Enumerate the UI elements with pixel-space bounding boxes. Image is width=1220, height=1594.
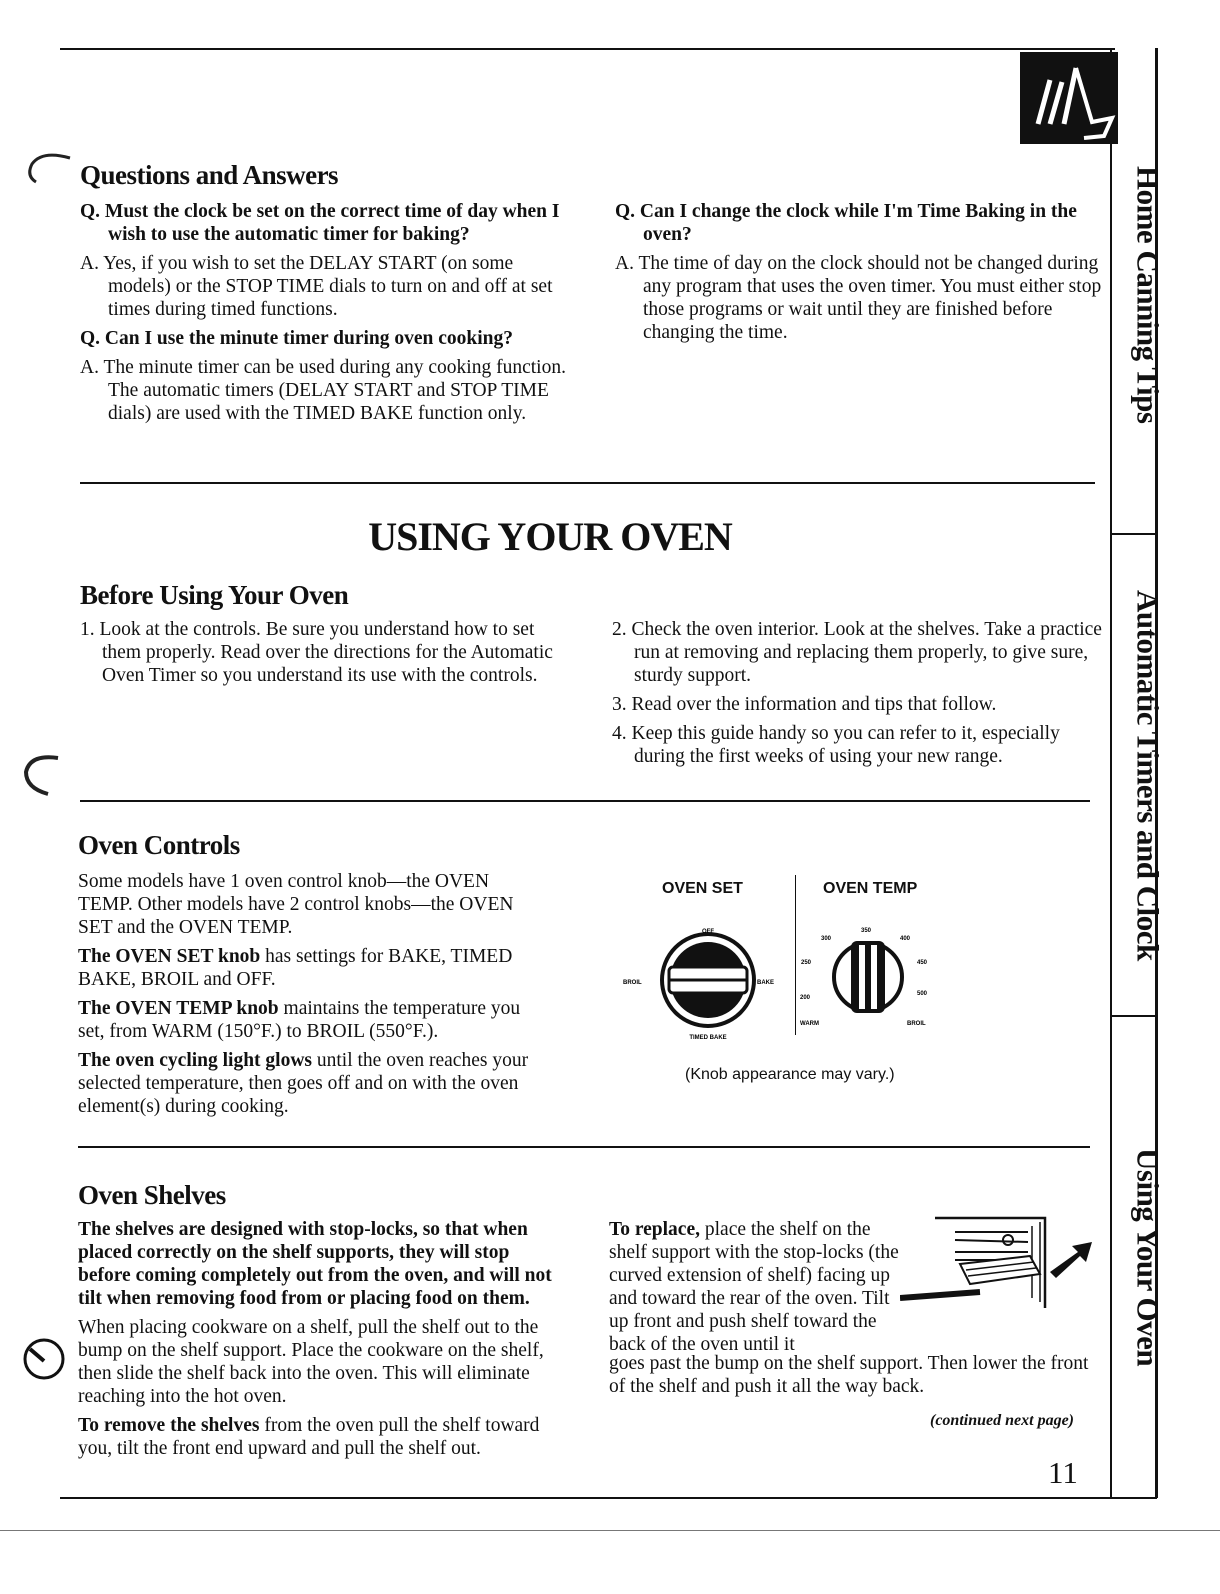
temp-mark-300: 300 — [821, 936, 832, 942]
continued-note: (continued next page) — [930, 1412, 1074, 1429]
set-timed-bake-mark: TIMED BAKE — [689, 1035, 727, 1041]
controls-paragraph: The oven cycling light glows until the oven reaches your selected temperature, then goes off and on with the oven element(s) during cooking. — [78, 1050, 529, 1117]
before-left-column — [80, 618, 560, 693]
shelves-replace-text — [609, 1218, 909, 1356]
hand-pointing-icon — [1020, 52, 1118, 144]
qa-question: Q. Can I change the clock while I'm Time Baking in the oven? — [615, 201, 1077, 245]
before-heading: Before Using Your Oven — [80, 580, 349, 610]
temp-mark-450: 450 — [917, 960, 928, 966]
before-right-column — [612, 618, 1102, 774]
oven-knobs-diagram — [615, 915, 955, 1050]
temp-mark-250: 250 — [801, 960, 812, 966]
list-item: 3. Read over the information and tips that follow. — [612, 694, 997, 715]
corner-logo-block — [1020, 52, 1118, 144]
shelves-heading: Oven Shelves — [78, 1180, 226, 1210]
set-bake-mark: BAKE — [757, 980, 775, 986]
qa-answer: A. The time of day on the clock should not be changed during any program that uses the oven timer. You must either stop those programs or wait until they are finished before changing the time. — [615, 253, 1102, 343]
qa-right-column — [615, 200, 1105, 350]
temp-mark-350: 350 — [861, 928, 872, 934]
shelves-left-column — [78, 1218, 558, 1466]
temp-mark-500: 500 — [917, 991, 928, 997]
shelf-replace-diagram — [900, 1212, 1100, 1312]
oven-temp-label: OVEN TEMP — [823, 880, 918, 897]
oven-temp-knob — [834, 941, 902, 1013]
shelves-paragraph: To replace, place the shelf on the shelf support with the stop-locks (the curved extension of shelf) facing up and toward the rear of the oven. Tilt up front and push shelf toward the back of the oven until it — [609, 1219, 899, 1355]
temp-broil-mark: BROIL — [907, 1021, 926, 1027]
page-number: 11 — [1048, 1455, 1078, 1490]
set-broil-mark: BROIL — [623, 980, 642, 986]
tab-label: Using Your Oven — [1130, 1148, 1166, 1367]
controls-text — [78, 870, 548, 1124]
controls-paragraph: Some models have 1 oven control knob—the OVEN TEMP. Other models have 2 control knobs—the OVEN SET and the OVEN TEMP. — [78, 871, 514, 938]
temp-mark-400: 400 — [900, 936, 911, 942]
temp-mark-200: 200 — [800, 995, 811, 1001]
list-item: 1. Look at the controls. Be sure you understand how to set them properly. Read over the directions for the Automatic Oven Timer so you understand its use with the controls. — [80, 619, 553, 686]
temp-warm-mark: WARM — [800, 1021, 819, 1027]
binder-mark-icon — [18, 748, 68, 798]
shelves-paragraph: To remove the shelves from the oven pull the shelf toward you, tilt the front end upward and pull the shelf out. — [78, 1415, 540, 1459]
binder-hole-icon — [20, 1335, 70, 1385]
list-item: 4. Keep this guide handy so you can refer to it, especially during the first weeks of using your new range. — [612, 723, 1060, 767]
shelves-paragraph: The shelves are designed with stop-locks, so that when placed correctly on the shelf supports, they will stop before coming completely out from the oven, and will not tilt when removing food from or placing food on them. — [78, 1219, 552, 1309]
binder-mark-icon — [22, 150, 72, 190]
shelves-paragraph: When placing cookware on a shelf, pull the shelf out to the bump on the shelf support. Place the cookware on the shelf, then slide the shelf back into the oven. This will eliminate reaching into the hot oven. — [78, 1317, 544, 1407]
tab-home-canning-tips[interactable] — [1120, 60, 1175, 530]
qa-left-column — [80, 200, 570, 431]
list-item: 2. Check the oven interior. Look at the shelves. Take a practice run at removing and replacing them properly, to give sure, sturdy support. — [612, 619, 1102, 686]
qa-question: Q. Must the clock be set on the correct time of day when I wish to use the automatic timer for baking? — [80, 201, 560, 245]
oven-set-knob — [662, 934, 754, 1026]
tab-using-your-oven[interactable] — [1120, 1020, 1175, 1495]
qa-answer: A. The minute timer can be used during any cooking function. The automatic timers (DELAY START and STOP TIME dials) are used with the TIMED BAKE function only. — [80, 357, 566, 424]
tab-automatic-timers-and-clock[interactable] — [1120, 540, 1175, 1010]
tab-label: Home Canning Tips — [1130, 166, 1166, 424]
tab-label: Automatic Timers and Clock — [1130, 589, 1166, 961]
page-title: USING YOUR OVEN — [368, 514, 732, 559]
oven-set-label: OVEN SET — [662, 880, 743, 897]
shelves-replace-text-cont: goes past the bump on the shelf support. Then lower the front of the shelf and push it all the way back. — [609, 1353, 1089, 1397]
knob-caption: (Knob appearance may vary.) — [685, 1066, 895, 1083]
set-off-mark: OFF — [702, 929, 714, 935]
controls-heading: Oven Controls — [78, 830, 240, 860]
controls-paragraph: The OVEN SET knob has settings for BAKE, TIMED BAKE, BROIL and OFF. — [78, 946, 513, 990]
qa-question: Q. Can I use the minute timer during oven cooking? — [80, 328, 513, 349]
controls-paragraph: The OVEN TEMP knob maintains the temperature you set, from WARM (150°F.) to BROIL (550°F.). — [78, 998, 521, 1042]
qa-heading: Questions and Answers — [80, 160, 339, 190]
qa-answer: A. Yes, if you wish to set the DELAY START (on some models) or the STOP TIME dials to turn on and off at set times during timed functions. — [80, 253, 553, 320]
